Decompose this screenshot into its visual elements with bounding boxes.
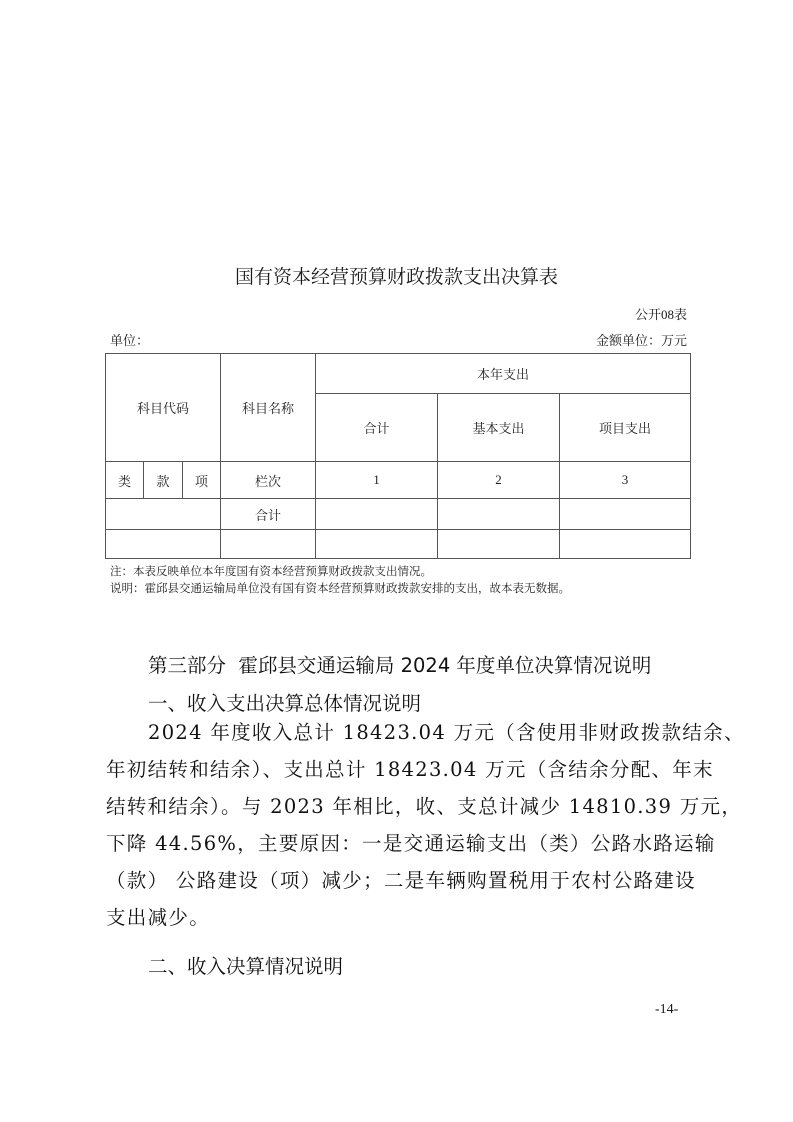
amount-unit-label: 金额单位：万元	[595, 333, 687, 348]
table-title: 国有资本经营预算财政拨款支出决算表	[234, 266, 558, 288]
paragraph-line: 结转和结余）。与 2023 年相比，收、支总计减少 14810.39 万元，	[106, 795, 743, 818]
column-number-3: 3	[560, 462, 691, 499]
column-number-1: 1	[316, 462, 438, 499]
form-code: 公开08表	[634, 307, 687, 322]
row-code	[106, 530, 221, 559]
row-name	[221, 530, 316, 559]
table-row	[106, 530, 691, 559]
header-subject-name: 科目名称	[221, 354, 316, 462]
paragraph-line: 支出减少。	[106, 906, 211, 929]
header-basic-expense: 基本支出	[438, 394, 560, 462]
header-category: 类	[106, 462, 144, 499]
section-2-heading: 二、收入决算情况说明	[148, 955, 344, 978]
section-1-heading: 一、收入支出决算总体情况说明	[148, 692, 422, 715]
paragraph-line: 年初结转和结余）、支出总计 18423.04 万元（含结余分配、年末	[106, 758, 714, 781]
row-code	[106, 499, 221, 530]
header-row-1	[106, 354, 691, 394]
unit-label: 单位：	[110, 333, 150, 348]
page-number: -14-	[655, 1002, 679, 1017]
row-total	[316, 499, 438, 530]
table-note: 注：本表反映单位本年度国有资本经营预算财政拨款支出情况。	[110, 566, 432, 578]
header-column-index: 栏次	[221, 462, 316, 499]
header-item: 项	[183, 462, 221, 499]
row-total	[316, 530, 438, 559]
row-basic	[438, 499, 560, 530]
paragraph-line: 2024 年度收入总计 18423.04 万元（含使用非财政拨款结余、	[148, 721, 745, 744]
table-row	[106, 499, 691, 530]
header-section: 款	[144, 462, 183, 499]
table-explanation: 说明：霍邱县交通运输局单位没有国有资本经营预算财政拨款安排的支出，故本表无数据。	[110, 583, 570, 595]
paragraph-line: （款） 公路建设（项）减少；二是车辆购置税用于农村公路建设	[106, 869, 696, 892]
part-heading: 第三部分 霍邱县交通运输局 2024 年度单位决算情况说明	[148, 654, 652, 677]
row-basic	[438, 530, 560, 559]
header-total: 合计	[316, 394, 438, 462]
paragraph-line: 下降 44.56%，主要原因：一是交通运输支出（类）公路水路运输	[106, 832, 716, 855]
header-project-expense: 项目支出	[560, 394, 691, 462]
row-name: 合计	[221, 499, 316, 530]
row-project	[560, 530, 691, 559]
header-current-year-expense: 本年支出	[316, 354, 691, 394]
row-project	[560, 499, 691, 530]
index-row	[106, 462, 691, 499]
expense-table	[105, 353, 691, 559]
column-number-2: 2	[438, 462, 560, 499]
header-subject-code: 科目代码	[106, 354, 221, 462]
